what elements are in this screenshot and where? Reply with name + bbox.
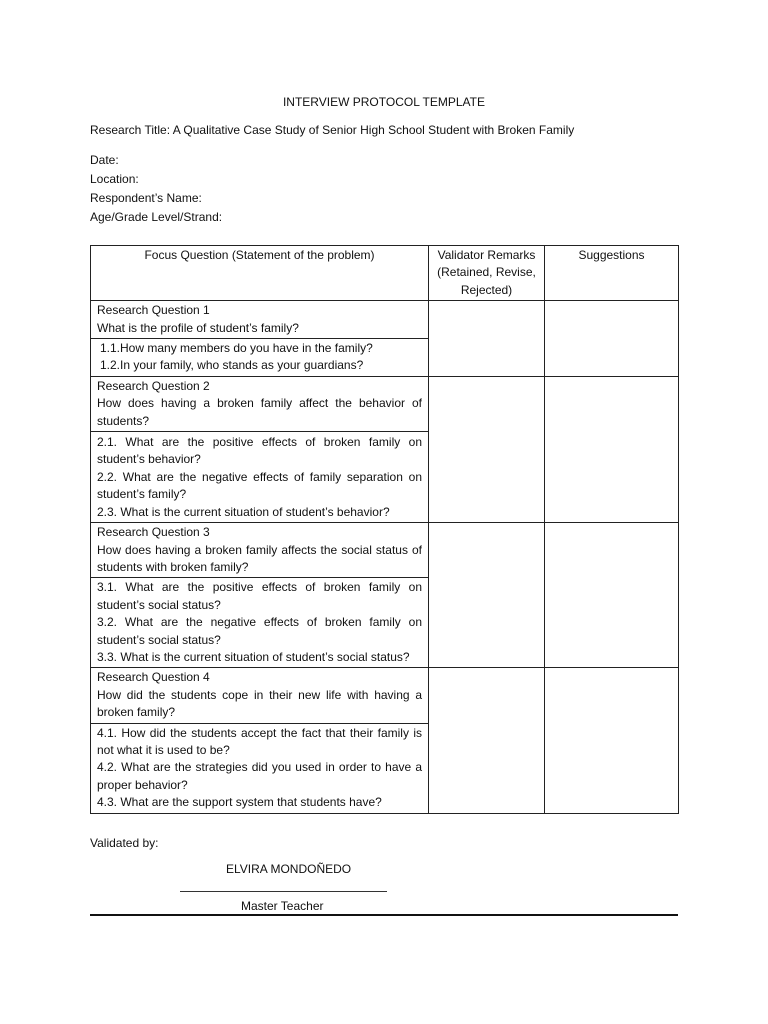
rq4-question: How did the students cope in their new life with having a broken family? (97, 687, 422, 720)
table-row (91, 301, 679, 339)
rq2-sub-question: 2.2. What are the negative effects of family separation on student’s family? (97, 469, 422, 502)
age-grade-field-label: Age/Grade Level/Strand: (90, 210, 223, 224)
rq4-sub-question: 4.3. What are the support system that students have? (97, 795, 382, 810)
rq3-sub-question: 3.1. What are the positive effects of broken family on student’s social status? (97, 580, 422, 612)
rq4-main-cell (91, 668, 429, 723)
rq2-sub-cell (91, 432, 429, 523)
table-header-row (91, 246, 679, 301)
rq1-label: Research Question 1 (97, 303, 210, 318)
rq1-sub-question: 1.2.In your family, who stands as your guardians? (100, 358, 364, 373)
focus-question-header: Focus Question (Statement of the problem) (91, 246, 429, 301)
rq4-suggestions-cell[interactable] (545, 668, 679, 813)
rq1-validator-cell[interactable] (429, 301, 545, 377)
respondent-name-field-label: Respondent’s Name: (90, 191, 202, 205)
table-row (91, 523, 679, 578)
rq1-main-cell (91, 301, 429, 339)
table-row (91, 668, 679, 723)
rq3-sub-question: 3.2. What are the negative effects of broken family on student’s social status? (97, 615, 422, 647)
protocol-table (90, 245, 679, 814)
rq1-sub-question: 1.1.How many members do you have in the family? (100, 341, 373, 356)
rq2-question: How does having a broken family affect the behavior of students? (97, 396, 422, 428)
validator-remarks-header (429, 246, 545, 301)
rq4-label: Research Question 4 (97, 670, 210, 685)
suggestions-header: Suggestions (545, 246, 679, 301)
rq2-sub-question: 2.1. What are the positive effects of broken family on student’s behavior? (97, 435, 422, 467)
rq3-sub-question: 3.3. What is the current situation of student’s social status? (97, 649, 410, 664)
location-field-label: Location: (90, 172, 139, 186)
rq4-sub-question: 4.2. What are the strategies did you used in order to have a proper behavior? (97, 760, 422, 792)
document-title: INTERVIEW PROTOCOL TEMPLATE (282, 95, 486, 109)
rq4-sub-question: 4.1. How did the students accept the fact that their family is not what it is used to be? (97, 725, 422, 757)
validator-name: ELVIRA MONDOÑEDO (226, 862, 352, 876)
date-field-label: Date: (90, 153, 119, 167)
rq3-suggestions-cell[interactable] (545, 523, 679, 668)
validator-header-line: Rejected) (460, 282, 513, 297)
respondent-fields (90, 151, 222, 227)
rq3-validator-cell[interactable] (429, 523, 545, 668)
rq1-question: What is the profile of student’s family? (97, 320, 299, 335)
rq1-sub-cell (91, 339, 429, 377)
rq1-suggestions-cell[interactable] (545, 301, 679, 377)
research-title: Research Title: A Qualitative Case Study of Senior High School Student with Broken Family (90, 123, 575, 137)
rq3-question: How does having a broken family affects the social status of students with broken family? (97, 542, 422, 574)
rq3-main-cell (91, 523, 429, 578)
rq2-validator-cell[interactable] (429, 376, 545, 522)
table-row (91, 376, 679, 431)
validator-header-line: Validator Remarks (437, 248, 536, 262)
rq2-suggestions-cell[interactable] (545, 376, 679, 522)
signature-line (180, 891, 387, 892)
rq2-main-cell (91, 376, 429, 431)
rq2-sub-question: 2.3. What is the current situation of student’s behavior? (97, 504, 390, 519)
validated-by-label: Validated by: (90, 836, 159, 850)
rq3-label: Research Question 3 (97, 525, 210, 540)
rq3-sub-cell (91, 578, 429, 668)
rq4-validator-cell[interactable] (429, 668, 545, 813)
rq2-label: Research Question 2 (97, 378, 210, 393)
validator-position: Master Teacher (241, 899, 324, 913)
footer-rule (90, 914, 678, 916)
rq4-sub-cell (91, 723, 429, 813)
validator-header-line: (Retained, Revise, (437, 265, 536, 280)
